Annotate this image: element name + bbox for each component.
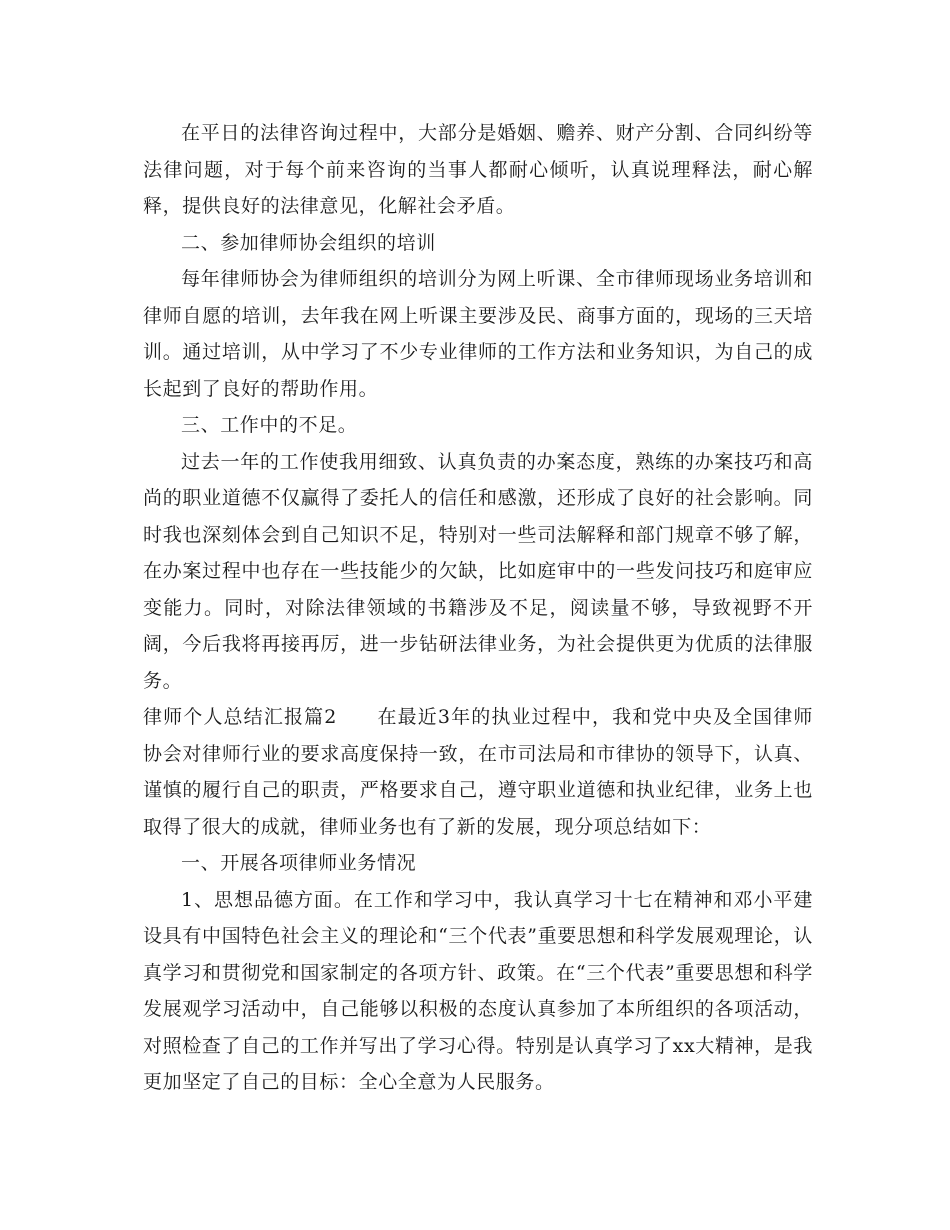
heading-shortcomings: 三、工作中的不足。	[181, 414, 358, 436]
paragraph-legal-consulting: 在平日的法律咨询过程中，大部分是婚姻、赡养、财产分割、合同纠纷等法律问题，对于每个前来咨询的当事人都耐心倾听，认真说理释法，耐心解释，提供良好的法律意见，化解社会矛盾。	[143, 122, 813, 217]
heading-business: 一、开展各项律师业务情况	[181, 852, 417, 874]
section-intro: 在最近3年的执业过程中，我和党中央及全国律师协会对律师行业的要求高度保持一致，在市司法局和市律协的领导下，认真、谨慎的履行自己的职责，严格要求自己，遵守职业道德和执业纪律，业务上也取得了很大的成就，律师业务也有了新的发展，现分项总结如下：	[143, 706, 813, 838]
paragraph-ideology: 1、思想品德方面。在工作和学习中，我认真学习十七在精神和邓小平建设具有中国特色社会主义的理论和“三个代表”重要思想和科学发展观理论，认真学习和贯彻党和国家制定的各项方针、政策。在“三个代表”重要思想和科学发展观学习活动中，自己能够以积极的态度认真参加了本所组织的各项活动，对照检查了自己的工作并写出了学习心得。特别是认真学习了xx大精神，是我更加坚定了自己的目标：全心全意为人民服务。	[143, 888, 813, 1093]
paragraph-shortcomings: 过去一年的工作使我用细致、认真负责的办案态度，熟练的办案技巧和高尚的职业道德不仅赢得了委托人的信任和感激，还形成了良好的社会影响。同时我也深刻体会到自己知识不足，特别对一些司法解释和部门规章不够了解，在办案过程中也存在一些技能少的欠缺，比如庭审中的一些发问技巧和庭审应变能力。同时，对除法律领域的书籍涉及不足，阅读量不够，导致视野不开阔，今后我将再接再厉，进一步钻研法律业务，为社会提供更为优质的法律服务。	[143, 450, 813, 692]
paragraph-training: 每年律师协会为律师组织的培训分为网上听课、全市律师现场业务培训和律师自愿的培训，去年我在网上听课主要涉及民、商事方面的，现场的三天培训。通过培训，从中学习了不少专业律师的工作方法和业务知识，为自己的成长起到了良好的帮助作用。	[143, 268, 813, 400]
section-title: 律师个人总结汇报篇2	[143, 706, 337, 728]
document-body	[143, 115, 813, 1101]
heading-training: 二、参加律师协会组织的培训	[181, 231, 436, 254]
section-2-paragraph	[143, 699, 813, 845]
